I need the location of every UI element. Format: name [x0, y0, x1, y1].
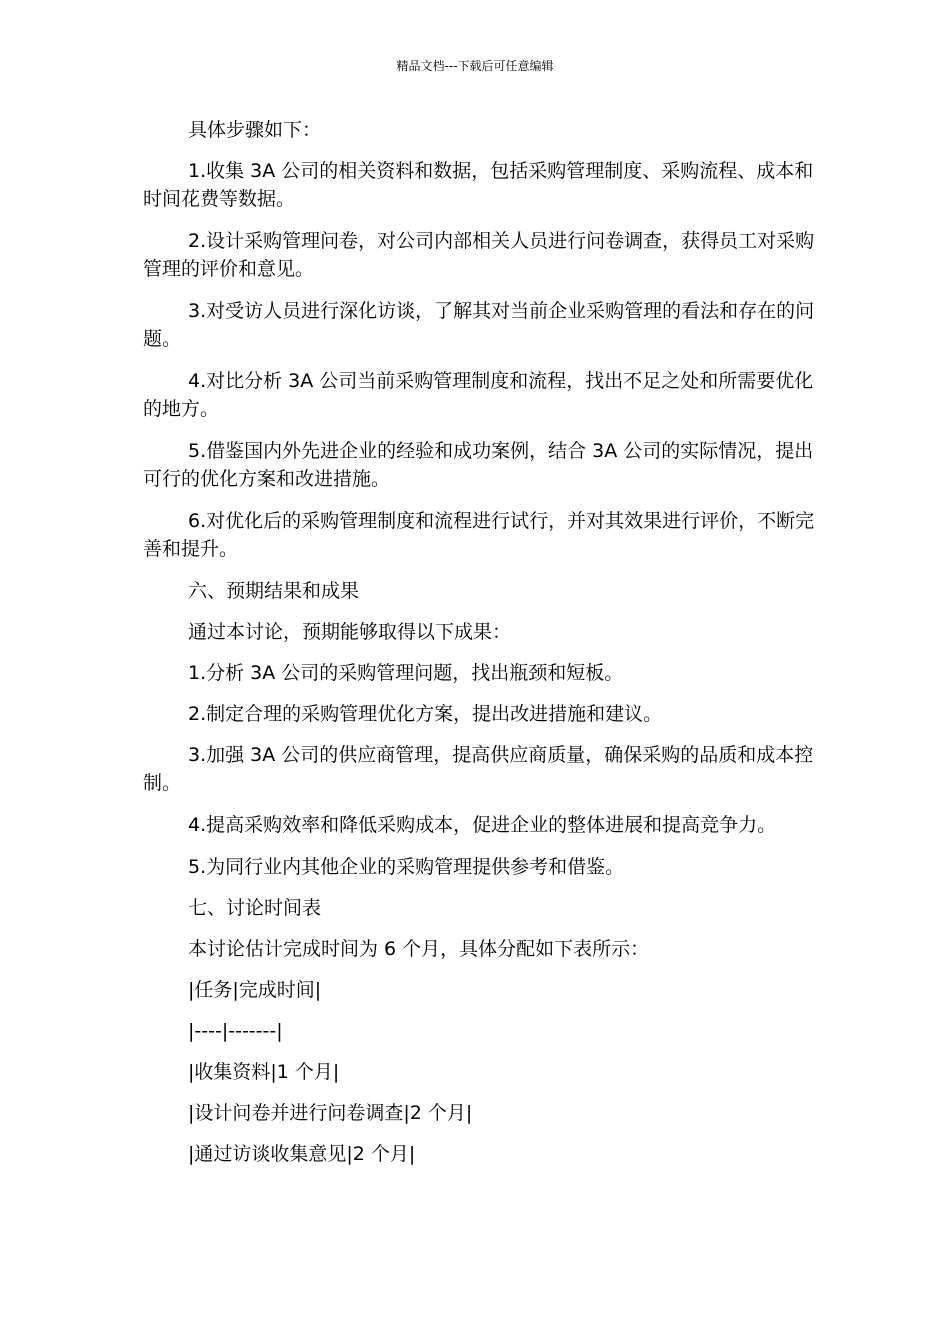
paragraph-step-3: 3.对受访人员进行深化访谈，了解其对当前企业采购管理的看法和存在的问题。 — [143, 300, 815, 350]
table-row: |设计问卷并进行问卷调查|2 个月| — [188, 1102, 473, 1124]
paragraph-timeline-intro: 本讨论估计完成时间为 6 个月，具体分配如下表所示： — [188, 938, 650, 960]
paragraph-steps-intro: 具体步骤如下： — [188, 119, 322, 141]
paragraph-step-2: 2.设计采购管理问卷，对公司内部相关人员进行问卷调查，获得员工对采购管理的评价和意见。 — [143, 230, 815, 280]
paragraph-step-5: 5.借鉴国内外先进企业的经验和成功案例，结合 3A 公司的实际情况，提出可行的优化方案和改进措施。 — [143, 440, 814, 490]
paragraph-result-3: 3.加强 3A 公司的供应商管理，提高供应商质量，确保采购的品质和成本控制。 — [143, 744, 814, 794]
table-row: |收集资料|1 个月| — [188, 1061, 340, 1083]
section-heading-timeline: 七、讨论时间表 — [188, 897, 322, 919]
paragraph-results-intro: 通过本讨论，预期能够取得以下成果： — [188, 621, 512, 643]
paragraph-result-4: 4.提高采购效率和降低采购成本，促进企业的整体进展和提高竞争力。 — [188, 814, 777, 836]
paragraph-result-5: 5.为同行业内其他企业的采购管理提供参考和借鉴。 — [188, 856, 625, 878]
table-row-header: |任务|完成时间| — [188, 979, 322, 1001]
paragraph-step-1: 1.收集 3A 公司的相关资料和数据，包括采购管理制度、采购流程、成本和时间花费等数据。 — [143, 160, 814, 210]
paragraph-step-4: 4.对比分析 3A 公司当前采购管理制度和流程，找出不足之处和所需要优化的地方。 — [143, 370, 814, 420]
page-header: 精品文档---下载后可任意编辑 — [396, 59, 554, 73]
table-row-separator: |----|-------| — [188, 1020, 283, 1042]
paragraph-step-6: 6.对优化后的采购管理制度和流程进行试行，并对其效果进行评价，不断完善和提升。 — [143, 510, 815, 560]
paragraph-result-1: 1.分析 3A 公司的采购管理问题，找出瓶颈和短板。 — [188, 662, 624, 684]
paragraph-result-2: 2.制定合理的采购管理优化方案，提出改进措施和建议。 — [188, 703, 663, 725]
table-row: |通过访谈收集意见|2 个月| — [188, 1143, 416, 1165]
section-heading-expected-results: 六、预期结果和成果 — [188, 580, 360, 602]
document-body — [143, 116, 815, 1181]
